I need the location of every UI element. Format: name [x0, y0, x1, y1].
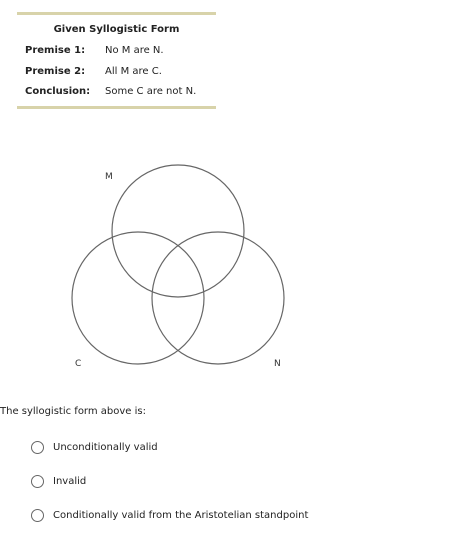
venn-label-c: C — [75, 359, 82, 369]
conclusion-label: Conclusion: — [25, 86, 91, 97]
conclusion-value: Some C are not N. — [105, 86, 197, 97]
premise-1-label: Premise 1: — [25, 45, 86, 56]
option-label[interactable]: Invalid — [53, 476, 87, 487]
venn-label-m: M — [105, 172, 113, 182]
premise-1-value: No M are N. — [105, 45, 164, 56]
table-bottom-rule — [17, 106, 216, 109]
premise-2-label: Premise 2: — [25, 66, 86, 77]
venn-label-n: N — [274, 359, 281, 369]
option-label[interactable]: Conditionally valid from the Aristotelian standpoint — [53, 510, 309, 521]
venn-diagram — [60, 160, 300, 380]
question-text: The syllogistic form above is: — [0, 406, 146, 417]
table-title: Given Syllogistic Form — [53, 24, 180, 35]
syllogism-table — [17, 12, 216, 111]
venn-circle-c — [72, 232, 204, 364]
radio-button[interactable] — [31, 475, 44, 488]
radio-button[interactable] — [31, 509, 44, 522]
radio-button[interactable] — [31, 441, 44, 454]
premise-2-value: All M are C. — [105, 66, 162, 77]
venn-circle-m — [112, 165, 244, 297]
venn-circle-n — [152, 232, 284, 364]
table-top-rule — [17, 12, 216, 15]
option-label[interactable]: Unconditionally valid — [53, 442, 158, 453]
